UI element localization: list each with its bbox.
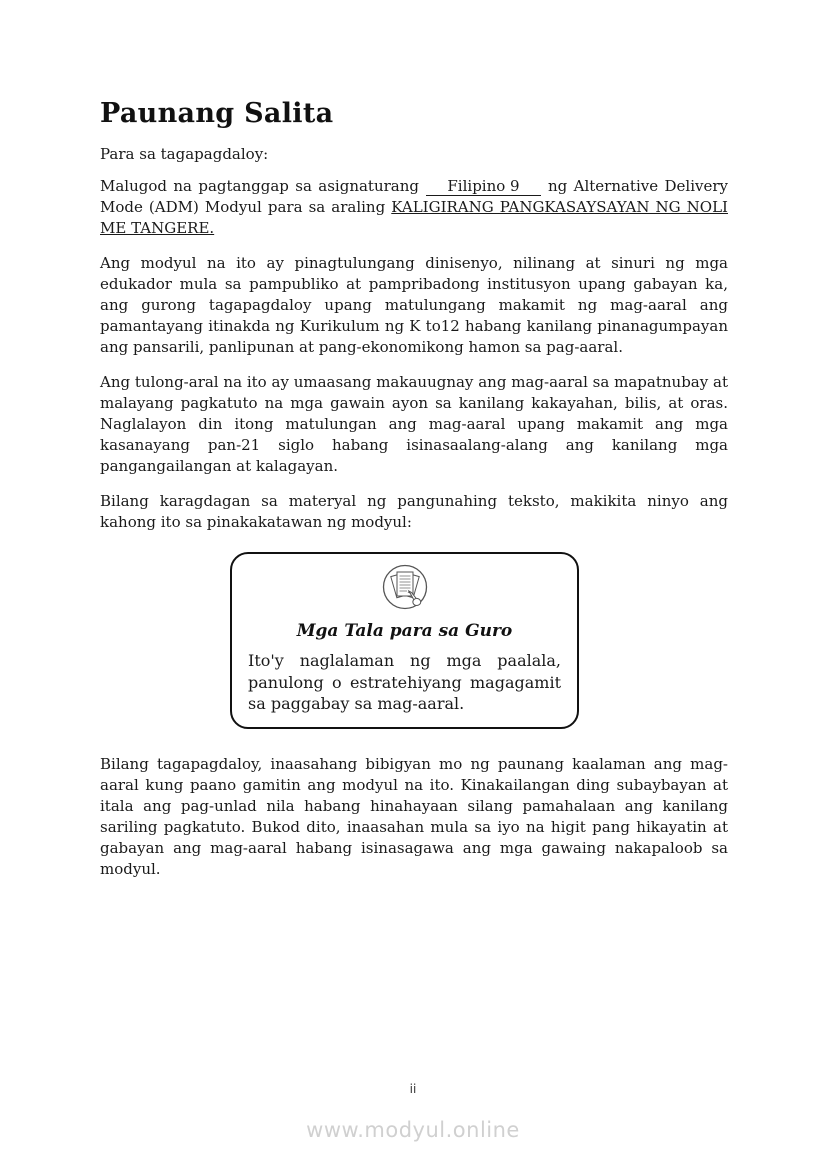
watermark: www.modyul.online <box>306 1118 520 1142</box>
welcome-mid: ng Alternative Delivery Mode (ADM) Modyul para sa araling <box>100 177 728 216</box>
page-number: ii <box>409 1082 417 1096</box>
note-box-body: Ito'y naglalaman ng mga paalala, panulong o estratehiyang magagamit sa paggabay sa mag-aaral. <box>248 651 561 713</box>
notes-hand-icon <box>248 560 561 612</box>
note-box-heading: Mga Tala para sa Guro <box>296 621 513 641</box>
page-content <box>100 98 728 894</box>
page-title: Paunang Salita <box>100 98 334 129</box>
learning-aid-paragraph: Ang tulong-aral na ito ay umaasang makauugnay ang mag-aaral sa mapatnubay at malayang pagkatuto na mga gawain ayon sa kanilang kakayahan, bilis, at oras. Naglalayon din itong matulungan ang mag-aaral upang makamit ang mga kasanayang pan-21 siglo habang isinasaalang-alang ang kanilang mga pangangailangan at kalagayan. <box>100 373 728 475</box>
box-intro-paragraph: Bilang karagdagan sa materyal ng pangunahing teksto, makikita ninyo ang kahong ito sa pinakakatawan ng modyul: <box>100 492 728 531</box>
closing-paragraph: Bilang tagapagdaloy, inaasahang bibigyan mo ng paunang kaalaman ang mag-aaral kung paano gamitin ang modyul na ito. Kinakailangan ding subaybayan at itala ang pag-unlad nila habang hinahayaan silang pamahalaan ang kanilang sariling pagkatuto. Bukod dito, inaasahan mula sa iyo na higit pang hikayatin at gabayan ang mag-aaral habang isinasagawa ang mga gawaing nakapaloob sa modyul. <box>100 754 728 878</box>
salutation: Para sa tagapagdaloy: <box>100 145 269 163</box>
course-title: KALIGIRANG PANGKASAYSAYAN NG NOLI ME TANGERE. <box>100 198 728 237</box>
welcome-lead: Malugod na pagtanggap sa asignaturang <box>100 177 419 195</box>
module-description-paragraph: Ang modyul na ito ay pinagtulungang dinisenyo, nilinang at sinuri ng mga edukador mula sa pampubliko at pampribadong institusyon upang gabayan ka, ang gurong tagapagdaloy upang matulungang makamit ng mag-aaral ang pamantayang itinakda ng Kurikulum ng K to12 habang kanilang pinanagumpayan ang pansarili, panlipunan at pang-ekonomikong hamon sa pag-aaral. <box>100 254 728 356</box>
subject-blank <box>426 178 540 196</box>
teacher-note-box <box>230 552 579 729</box>
subject-name: Filipino 9 <box>447 177 520 195</box>
welcome-paragraph <box>100 176 728 239</box>
